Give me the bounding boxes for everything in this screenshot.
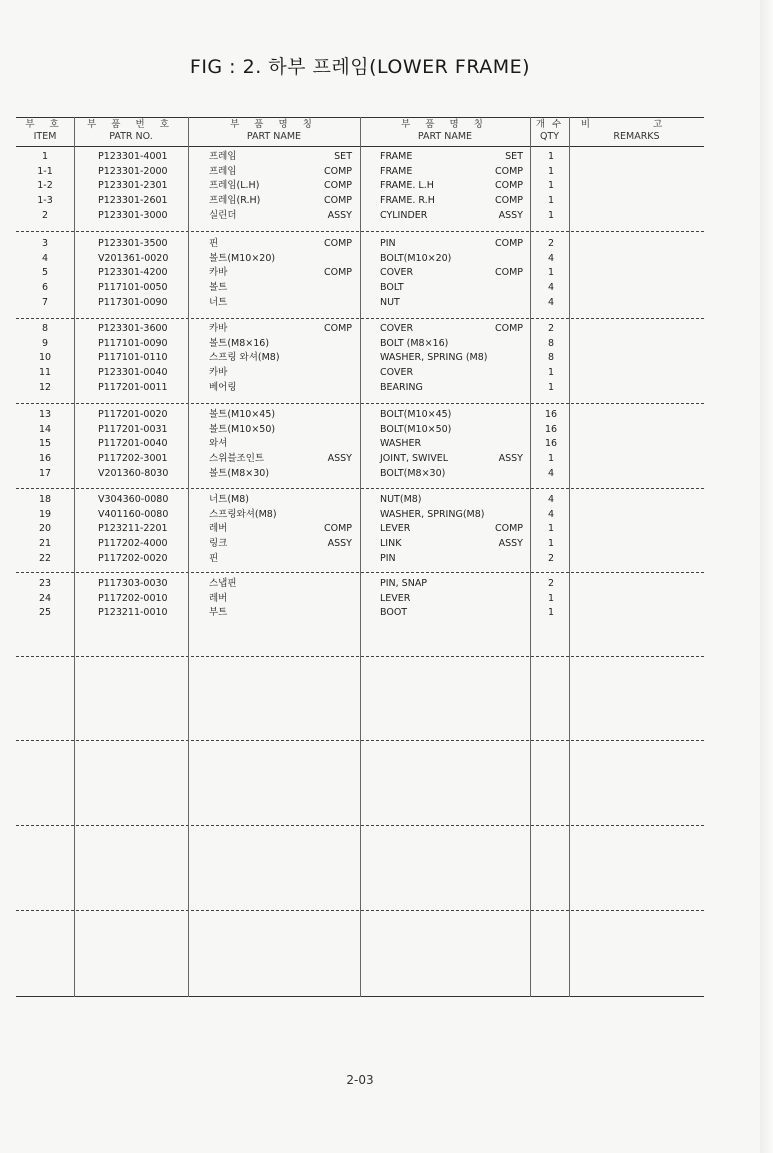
header-part-no: 부 품 번 호 PATR NO. xyxy=(87,119,175,142)
page-number: 2-03 xyxy=(346,1073,374,1087)
header-part-name-en: 부 품 명 칭 PART NAME xyxy=(401,119,489,142)
header-part-name-kr: 부 품 명 칭 PART NAME xyxy=(230,119,318,142)
column-divider xyxy=(530,117,531,997)
header-qty: 개 수 QTY xyxy=(535,119,564,142)
column-divider xyxy=(360,117,361,997)
column-divider xyxy=(188,117,189,997)
column-divider xyxy=(74,117,75,997)
page-title: FIG : 2. 하부 프레임(LOWER FRAME) xyxy=(189,56,531,78)
parts-table: 부 호 ITEM 부 품 번 호 PATR NO. 부 품 명 칭 PART NAME 부 품 명 칭 PART NAME 개 수 QTY 비 고 REMARKS 1 P123301-4001 프레임 SET FRAME SET 1 1-1 P123301-2000 프레임 COMP FRAME COMP 1 1-2 P123301-2301 프레임(L.H) COMP FRAME. L.H COMP 1 1-3 P123301-2601 프레임(R.H) COMP FRAME. R.H COMP 1 2 P123301-3000 실린더 ASSY CYLINDER ASSY 1 3 P123301-3500 핀 COMP PIN COMP 2 4 V201361-0020 볼트(M10×20) BOLT(M10×20) 4 5 P123301-4200 카바 COMP COVER COMP 1 6 P117101-0050 볼트 BOLT 4 7 P117301-0090 너트 NUT 4 8 P123301-3600 카바 COMP COVER COMP 2 9 P117101-0090 볼트(M8×16) BOLT (M8×16) 8 10 P117101-0110 스프링 와셔(M8) WASHER, SPRING (M8) 8 11 P123301-0040 카바 COVER 1 12 P117201-0011 베어링 BEARING 1 13 P117201-0020 볼트(M10×45) BOLT(M10×45) 16 14 P117201-0031 볼트(M10×50) BOLT(M10×50) 16 15 P117201-0040 와셔 WASHER 16 16 P117202-3001 스위블조인트 ASSY JOINT, SWIVEL ASSY 1 17 V201360-8030 볼트(M8×30) BOLT(M8×30) 4 18 V304360-0080 너트(M8) NUT(M8) 4 19 V401160-0080 스프링와셔(M8) WASHER, SPRING(M8) 4 20 P123211-2201 레버 COMP LEVER COMP 1 21 P117202-4000 링크 ASSY LINK ASSY 1 22 P117202-0020 핀 PIN 2 23 P117303-0030 스냅핀 PIN, SNAP 2 24 P117202-0010 레버 LEVER 1 25 P123211-0010 부트 BOOT 1 xyxy=(16,117,704,997)
header-item: 부 호 ITEM xyxy=(25,119,65,142)
page-edge xyxy=(760,0,773,1153)
header-remarks: 비 고 REMARKS xyxy=(580,119,693,142)
